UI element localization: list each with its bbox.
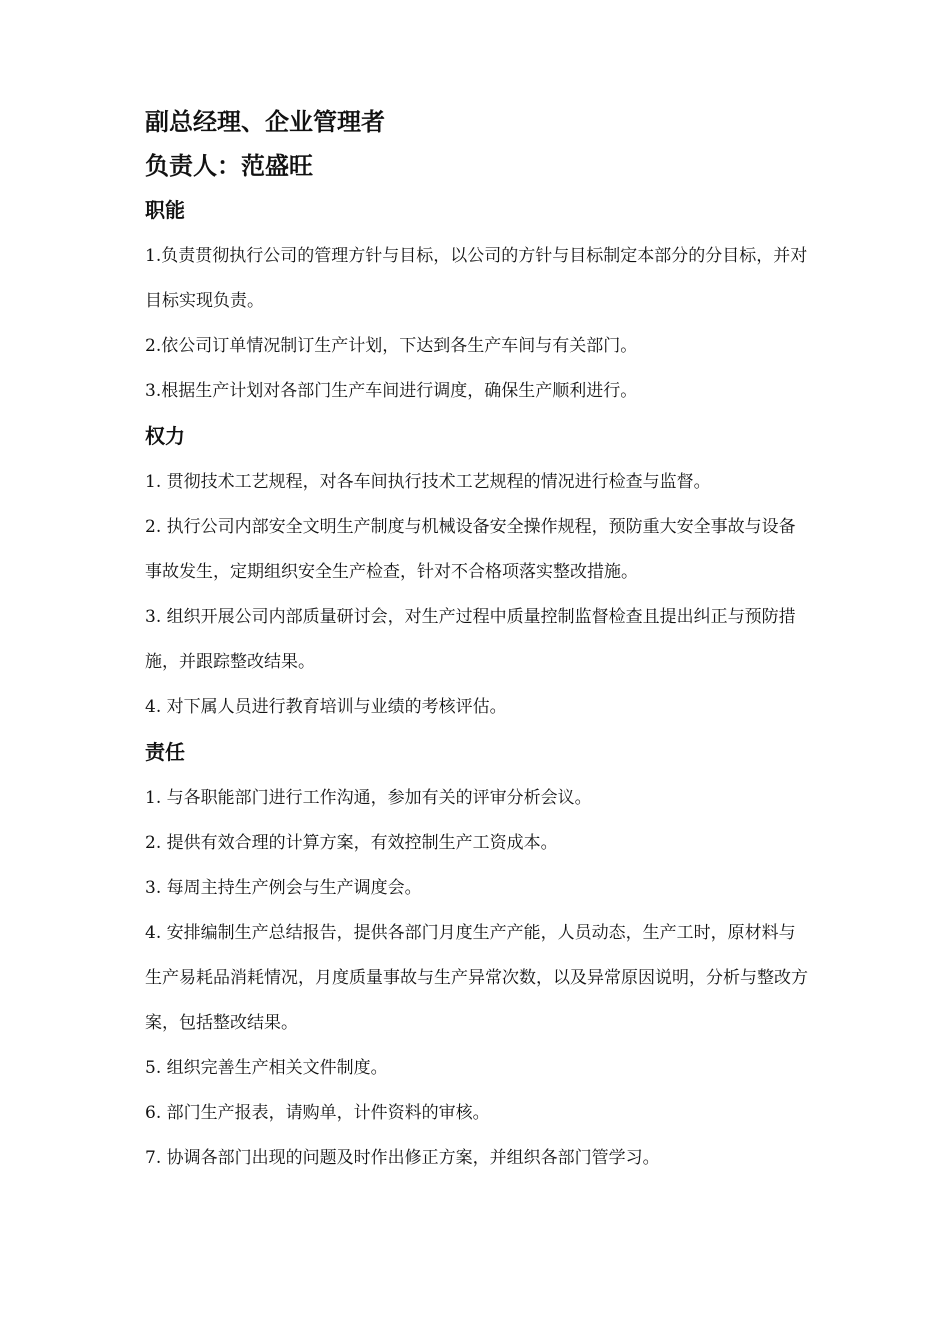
section-heading: 责任	[145, 740, 185, 764]
item-list	[145, 460, 810, 730]
list-item: 3. 组织开展公司内部质量研讨会，对生产过程中质量控制监督检查且提出纠正与预防措施，并跟踪整改结果。	[145, 607, 796, 672]
section-heading: 职能	[145, 198, 185, 222]
document-page	[145, 100, 810, 1181]
list-item: 2. 提供有效合理的计算方案，有效控制生产工资成本。	[145, 833, 558, 853]
document-title: 副总经理、企业管理者	[145, 108, 385, 136]
list-item: 6. 部门生产报表，请购单，计件资料的审核。	[145, 1103, 490, 1123]
section-authority	[145, 422, 810, 730]
responsible-person: 负责人：范盛旺	[145, 152, 313, 180]
item-list	[145, 234, 810, 414]
list-item: 5. 组织完善生产相关文件制度。	[145, 1058, 388, 1078]
list-item: 3.根据生产计划对各部门生产车间进行调度，确保生产顺利进行。	[145, 381, 638, 401]
list-item: 1. 与各职能部门进行工作沟通，参加有关的评审分析会议。	[145, 788, 592, 808]
section-responsibilities	[145, 738, 810, 1181]
item-list	[145, 776, 810, 1181]
list-item: 2.依公司订单情况制订生产计划，下达到各生产车间与有关部门。	[145, 336, 638, 356]
list-item: 1. 贯彻技术工艺规程，对各车间执行技术工艺规程的情况进行检查与监督。	[145, 472, 711, 492]
section-functions	[145, 196, 810, 414]
list-item: 7. 协调各部门出现的问题及时作出修正方案，并组织各部门管学习。	[145, 1148, 660, 1168]
list-item: 2. 执行公司内部安全文明生产制度与机械设备安全操作规程，预防重大安全事故与设备事故发生，定期组织安全生产检查，针对不合格项落实整改措施。	[145, 517, 796, 582]
section-heading: 权力	[145, 424, 185, 448]
list-item: 4. 安排编制生产总结报告，提供各部门月度生产产能，人员动态，生产工时，原材料与生产易耗品消耗情况，月度质量事故与生产异常次数，以及异常原因说明，分析与整改方案，包括整改结果。	[145, 923, 808, 1033]
list-item: 1.负责贯彻执行公司的管理方针与目标，以公司的方针与目标制定本部分的分目标，并对目标实现负责。	[145, 246, 808, 311]
list-item: 3. 每周主持生产例会与生产调度会。	[145, 878, 422, 898]
list-item: 4. 对下属人员进行教育培训与业绩的考核评估。	[145, 697, 507, 717]
